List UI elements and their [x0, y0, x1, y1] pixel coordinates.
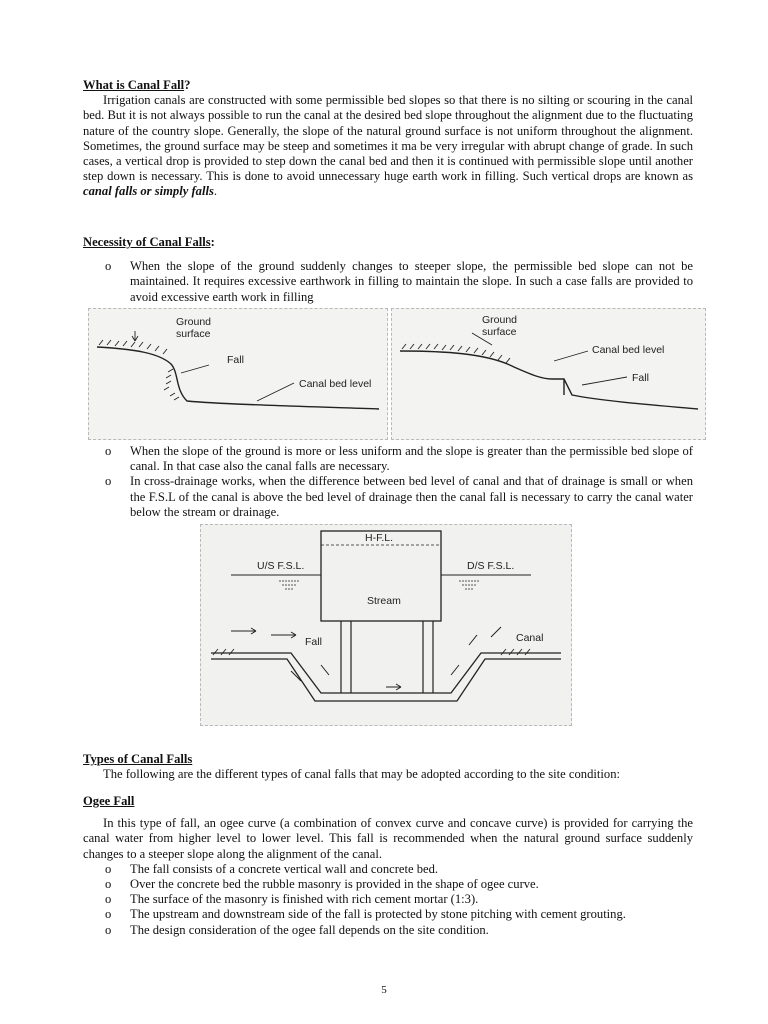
fall-leader — [181, 365, 209, 373]
bullet-marker: o — [105, 877, 112, 892]
label-ds-fsl: D/S F.S.L. — [467, 560, 515, 572]
canal-falls-term: canal falls or simply falls — [83, 184, 214, 199]
fall-leader — [582, 377, 627, 385]
what-is-paragraph-text: Irrigation canals are constructed with some permissible bed slopes so that there is no silting or scouring in the canal bed. But it is not always possible to run the canal at the desired bed slope throughout the alignment due to the fluctuating nature of the country slope. Generally, the slope of the natural ground surface is not uniform throughout the alignment. Sometimes, the ground surface may be steep and sometimes it ma be very irregular with abrupt change of grade. In such cases, a vertical drop is provided to step down the canal bed and then it is continued with permissible slope until another step down is necessary. This is done to avoid unnecessary huge earth work in filling. Such vertical drops are known as — [83, 93, 693, 184]
water-level-marks — [279, 581, 479, 589]
page-number: 5 — [381, 984, 387, 996]
label-ground: Ground — [482, 314, 518, 326]
section-ogee-fall — [83, 794, 693, 938]
ogee-item-2: Over the concrete bed the rubble masonry is provided in the shape of ogee curve. — [130, 877, 539, 892]
ground-hatching — [99, 340, 179, 400]
label-fall: Fall — [227, 354, 244, 366]
bullet-marker: o — [105, 892, 112, 907]
label-fall: Fall — [305, 636, 322, 648]
section-what-is-canal-fall — [83, 78, 693, 200]
list-item — [83, 923, 693, 938]
ogee-item-4: The upstream and downstream side of the fall is protected by stone pitching with cement grouting. — [130, 907, 626, 922]
figure-fall-steep-slope-2 — [391, 308, 706, 440]
heading-question-mark: ? — [184, 78, 191, 92]
figure-fall-steep-slope — [88, 308, 388, 440]
canal-bed-bottom — [211, 659, 561, 701]
figure-2-drawing — [392, 309, 705, 439]
heading-what-is-canal-fall: What is Canal Fall — [83, 78, 185, 92]
list-item — [83, 892, 693, 907]
ground-hatching — [213, 649, 530, 655]
section-necessity-continued — [83, 444, 693, 520]
figure-1-drawing — [89, 309, 387, 439]
bullet-marker: o — [105, 922, 112, 937]
necessity-item-3: In cross-drainage works, when the difference between bed level of canal and that of drainage is small or when the F.S.L of the canal is above the bed level of drainage then the canal fall is necessary to carry the canal water below the stream or drainage. — [130, 474, 693, 519]
section-types — [83, 752, 693, 782]
label-canal-bed-level: Canal bed level — [592, 344, 665, 356]
bullet-marker: o — [105, 907, 112, 922]
list-item — [83, 862, 693, 877]
ground-line — [400, 351, 698, 409]
list-item — [83, 907, 693, 922]
label-hfl: H-F.L. — [365, 532, 394, 544]
bullet-marker: o — [105, 474, 112, 489]
label-surface: surface — [176, 328, 211, 340]
label-ground: Ground — [176, 316, 212, 328]
ogee-paragraph: In this type of fall, an ogee curve (a combination of convex curve and concave curve) is provided for carrying the canal water from higher level to lower level. This fall is recommended when the natural ground surface suddenly changes to a steeper slope along the alignment of the canal. — [83, 816, 693, 861]
necessity-item-1: When the slope of the ground suddenly changes to steeper slope, the permissible bed slope can not be maintained. It requires excessive earthwork in filling to maintain the slope. In such a case falls are provided to avoid excessive earth work in filling — [130, 259, 693, 304]
heading-necessity: Necessity of Canal Falls — [83, 235, 211, 249]
label-us-fsl: U/S F.S.L. — [257, 560, 305, 572]
stream-supports — [341, 621, 433, 693]
label-stream: Stream — [367, 595, 401, 607]
bullet-marker: o — [105, 861, 112, 876]
what-is-paragraph-end: . — [213, 184, 217, 199]
list-item — [83, 474, 693, 520]
stream-box — [321, 531, 441, 621]
ogee-item-1: The fall consists of a concrete vertical wall and concrete bed. — [130, 861, 439, 876]
types-paragraph: The following are the different types of canal falls that may be adopted according to the site condition: — [103, 767, 620, 782]
flow-arrows — [231, 627, 501, 687]
bed-leader — [257, 383, 294, 401]
bed-leader — [554, 351, 588, 361]
paragraph-what-is-canal-fall — [83, 93, 693, 199]
list-item — [83, 444, 693, 474]
figure-cross-drainage-fall — [200, 524, 572, 726]
heading-types: Types of Canal Falls — [83, 752, 193, 766]
ogee-item-3: The surface of the masonry is finished with rich cement mortar (1:3). — [130, 892, 479, 907]
list-item — [83, 877, 693, 892]
label-surface: surface — [482, 326, 517, 338]
necessity-item-2: When the slope of the ground is more or less uniform and the slope is greater than the permissible bed slope of canal. In that case also the canal falls are necessary. — [130, 444, 693, 474]
list-item — [83, 259, 693, 305]
heading-ogee-fall: Ogee Fall — [83, 794, 135, 808]
label-canal-bed-level: Canal bed level — [299, 378, 372, 390]
bullet-marker: o — [105, 444, 112, 458]
ogee-item-5: The design consideration of the ogee fall depends on the site condition. — [130, 922, 489, 937]
label-canal: Canal — [516, 632, 544, 644]
section-necessity — [83, 235, 693, 305]
label-fall: Fall — [632, 372, 649, 384]
bullet-marker: o — [105, 259, 112, 274]
figure-3-drawing — [201, 525, 571, 725]
heading-necessity-colon: : — [210, 235, 215, 249]
